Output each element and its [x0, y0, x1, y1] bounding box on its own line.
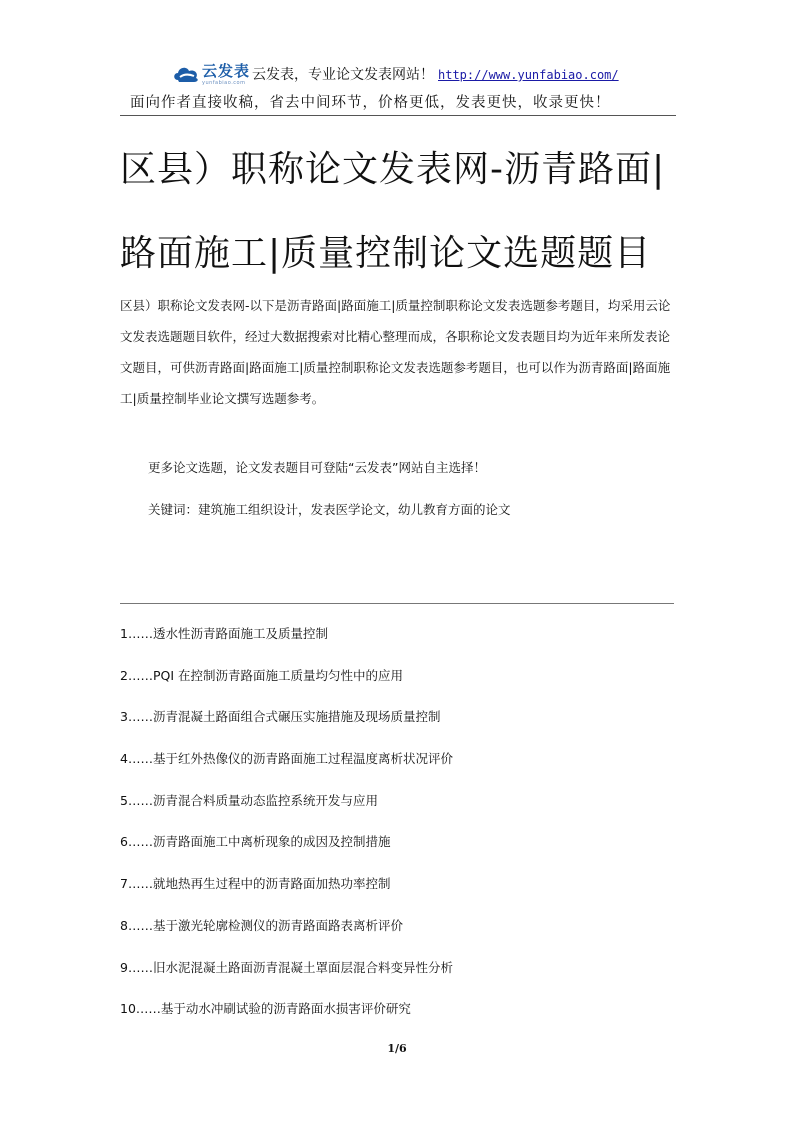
cloud-logo-icon	[172, 62, 202, 86]
document-title: 区县）职称论文发表网-沥青路面|路面施工|质量控制论文选题题目	[120, 149, 666, 274]
section-divider	[120, 603, 674, 604]
topic-list	[120, 622, 676, 1039]
more-topics-note: 更多论文选题，论文发表题目可登陆“云发表”网站自主选择！	[148, 460, 486, 475]
keywords-line: 关键词：建筑施工组织设计，发表医学论文，幼儿教育方面的论文	[148, 502, 511, 517]
site-url-link[interactable]: http://www.yunfabiao.com/	[438, 68, 619, 82]
yunfabiao-logo[interactable]	[172, 58, 252, 92]
list-item: 4……基于红外热像仪的沥青路面施工过程温度离析状况评价	[120, 751, 453, 767]
header-subline: 面向作者直接收稿，省去中间环节，价格更低，发表更快，收录更快！	[130, 95, 611, 111]
logo-subtext: yunfabiao.com	[202, 80, 246, 86]
list-item: 2……PQI 在控制沥青路面施工质量均匀性中的应用	[120, 667, 403, 683]
page-number: 1/6	[387, 1042, 407, 1055]
list-item: 1……透水性沥青路面施工及质量控制	[120, 626, 328, 641]
list-item: 10……基于动水冲刷试验的沥青路面水损害评价研究	[120, 1001, 411, 1017]
list-item: 6……沥青路面施工中离析现象的成因及控制措施	[120, 834, 391, 850]
list-item: 3……沥青混凝土路面组合式碾压实施措施及现场质量控制	[120, 709, 441, 725]
header-tagline	[252, 64, 619, 84]
list-item: 7……就地热再生过程中的沥青路面加热功率控制	[120, 876, 391, 892]
logo-text: 云发表	[202, 62, 251, 80]
page-header	[120, 58, 676, 118]
list-item: 9……旧水泥混凝土路面沥青混凝土罩面层混合料变异性分析	[120, 959, 453, 975]
intro-paragraph: 区县）职称论文发表网-以下是沥青路面|路面施工|质量控制职称论文发表选题参考题目，均采用云论文发表选题题目软件，经过大数据搜索对比精心整理而成，各职称论文发表题目均为近年来所发表论文题目，可供沥青路面|路面施工|质量控制职称论文发表选题参考题目，也可以作为沥青路面|路面施工|质量控制毕业论文撰写选题参考。	[120, 298, 671, 406]
tagline-text: 云发表，专业论文发表网站！	[252, 67, 434, 83]
list-item: 5……沥青混合料质量动态监控系统开发与应用	[120, 792, 378, 808]
list-item: 8……基于激光轮廓检测仪的沥青路面路表离析评价	[120, 917, 403, 933]
header-divider	[120, 115, 676, 116]
